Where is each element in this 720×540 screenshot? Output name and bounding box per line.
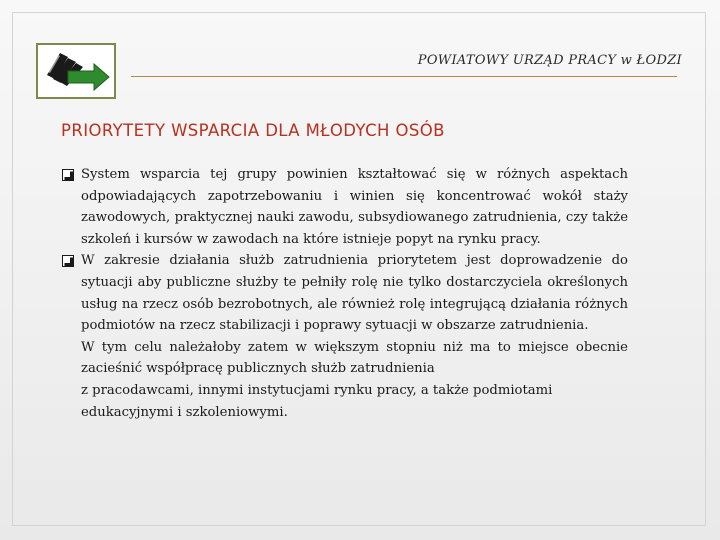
content-body [62,164,628,423]
checkbox-bullet-icon [62,169,74,181]
paragraph-2-text: W zakresie działania służb zatrudnienia priorytetem jest doprowadzenie do sytuacji aby publiczne służby te pełniły rolę nie tylko dostarczyciela określonych usług na rzecz osób bezrobotnych, ale również rolę integrującą działania różnych podmiotów na rzecz stabilizacji i poprawy sytuacji w obszarze zatrudnienia. [81,253,628,334]
checkbox-bullet-icon [62,255,74,267]
paragraph-3-tail: z pracodawcami, innymi instytucjami rynku pracy, a także podmiotami edukacyjnymi i szkoleniowymi. [81,382,553,420]
logo [36,43,116,99]
header-divider [131,76,677,77]
paragraph-3 [62,337,628,423]
paragraph-1 [62,164,628,250]
page-title: PRIORYTETY WSPARCIA DLA MŁODYCH OSÓB [61,121,445,140]
organization-title: POWIATOWY URZĄD PRACY w ŁODZI [417,53,682,68]
paragraph-1-text: System wsparcia tej grupy powinien kształtować się w różnych aspektach odpowiadających zapotrzebowaniu i winien się koncentrować wokół staży zawodowych, praktycznej nauki zawodu, subsydiowanego zatrudnienia, czy także szkoleń i kursów w zawodach na które istnieje popyt na rynku pracy. [81,167,628,247]
paragraph-2 [62,250,628,336]
paragraph-3-text: W tym celu należałoby zatem w większym stopniu niż ma to miejsce obecnie zacieśnić współpracę publicznych służb zatrudnienia [81,339,628,377]
cards-arrow-icon [38,45,114,97]
